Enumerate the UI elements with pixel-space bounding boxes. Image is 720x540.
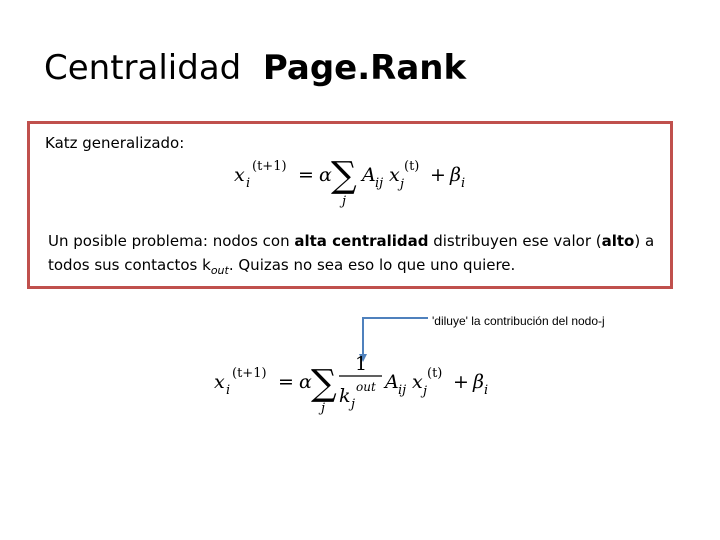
eq1-i: i bbox=[246, 176, 251, 191]
problem-paragraph bbox=[48, 229, 678, 283]
eq1-t1: (t+1) bbox=[252, 159, 287, 174]
para-bold-2: alto bbox=[601, 232, 635, 250]
eq1-eq: = bbox=[298, 164, 314, 186]
title-normal: Centralidad bbox=[44, 48, 242, 88]
eq2-k: k bbox=[339, 385, 351, 407]
para-text-2: distribuyen ese valor ( bbox=[428, 232, 602, 250]
eq2-jsub: j bbox=[423, 384, 428, 399]
para-sub: out bbox=[210, 264, 229, 277]
eq2-kj: j bbox=[351, 397, 356, 412]
page-title bbox=[44, 44, 466, 92]
eq1-jsub: j bbox=[400, 177, 405, 192]
katz-label: Katz generalizado: bbox=[45, 134, 185, 152]
eq2-sigma: ∑ bbox=[311, 363, 337, 404]
eq1-t: (t) bbox=[404, 159, 420, 174]
eq1-A: A bbox=[362, 164, 376, 186]
eq2-bi: i bbox=[484, 383, 489, 398]
eq1-sigma: ∑ bbox=[331, 155, 357, 196]
eq1-plus: + bbox=[430, 164, 446, 186]
eq2-xj: x bbox=[412, 371, 423, 393]
eq2-out: out bbox=[356, 380, 376, 394]
para-text-3: ) a todos sus contactos k bbox=[48, 232, 655, 274]
para-text-4: . Quizas no sea eso lo que uno quiere. bbox=[228, 256, 516, 274]
annotation-text: 'diluye' la contribución del nodo-j bbox=[432, 314, 605, 328]
eq1-j: j bbox=[342, 194, 347, 209]
pagerank-equation bbox=[212, 350, 502, 430]
eq1-alpha: α bbox=[319, 164, 332, 186]
eq1-x: x bbox=[234, 164, 245, 186]
eq2-j: j bbox=[321, 401, 326, 416]
title-bold: Page.Rank bbox=[262, 48, 467, 88]
eq1-bi: i bbox=[461, 176, 466, 191]
eq1-beta: β bbox=[450, 164, 461, 186]
eq2-plus: + bbox=[453, 371, 469, 393]
eq1-xj: x bbox=[389, 164, 400, 186]
eq2-t1: (t+1) bbox=[232, 366, 267, 381]
eq2-eq: = bbox=[278, 371, 294, 393]
eq2-i: i bbox=[226, 383, 231, 398]
eq2-ij: ij bbox=[398, 383, 407, 398]
eq2-alpha: α bbox=[299, 371, 312, 393]
eq2-t: (t) bbox=[427, 366, 443, 381]
eq2-beta: β bbox=[473, 371, 484, 393]
para-bold-1: alta centralidad bbox=[294, 232, 429, 250]
eq2-x: x bbox=[214, 371, 225, 393]
katz-equation bbox=[232, 145, 492, 215]
eq2-num: 1 bbox=[355, 353, 368, 375]
para-text-1: Un posible problema: nodos con bbox=[48, 232, 295, 250]
eq1-ij: ij bbox=[375, 176, 384, 191]
eq2-A: A bbox=[385, 371, 399, 393]
